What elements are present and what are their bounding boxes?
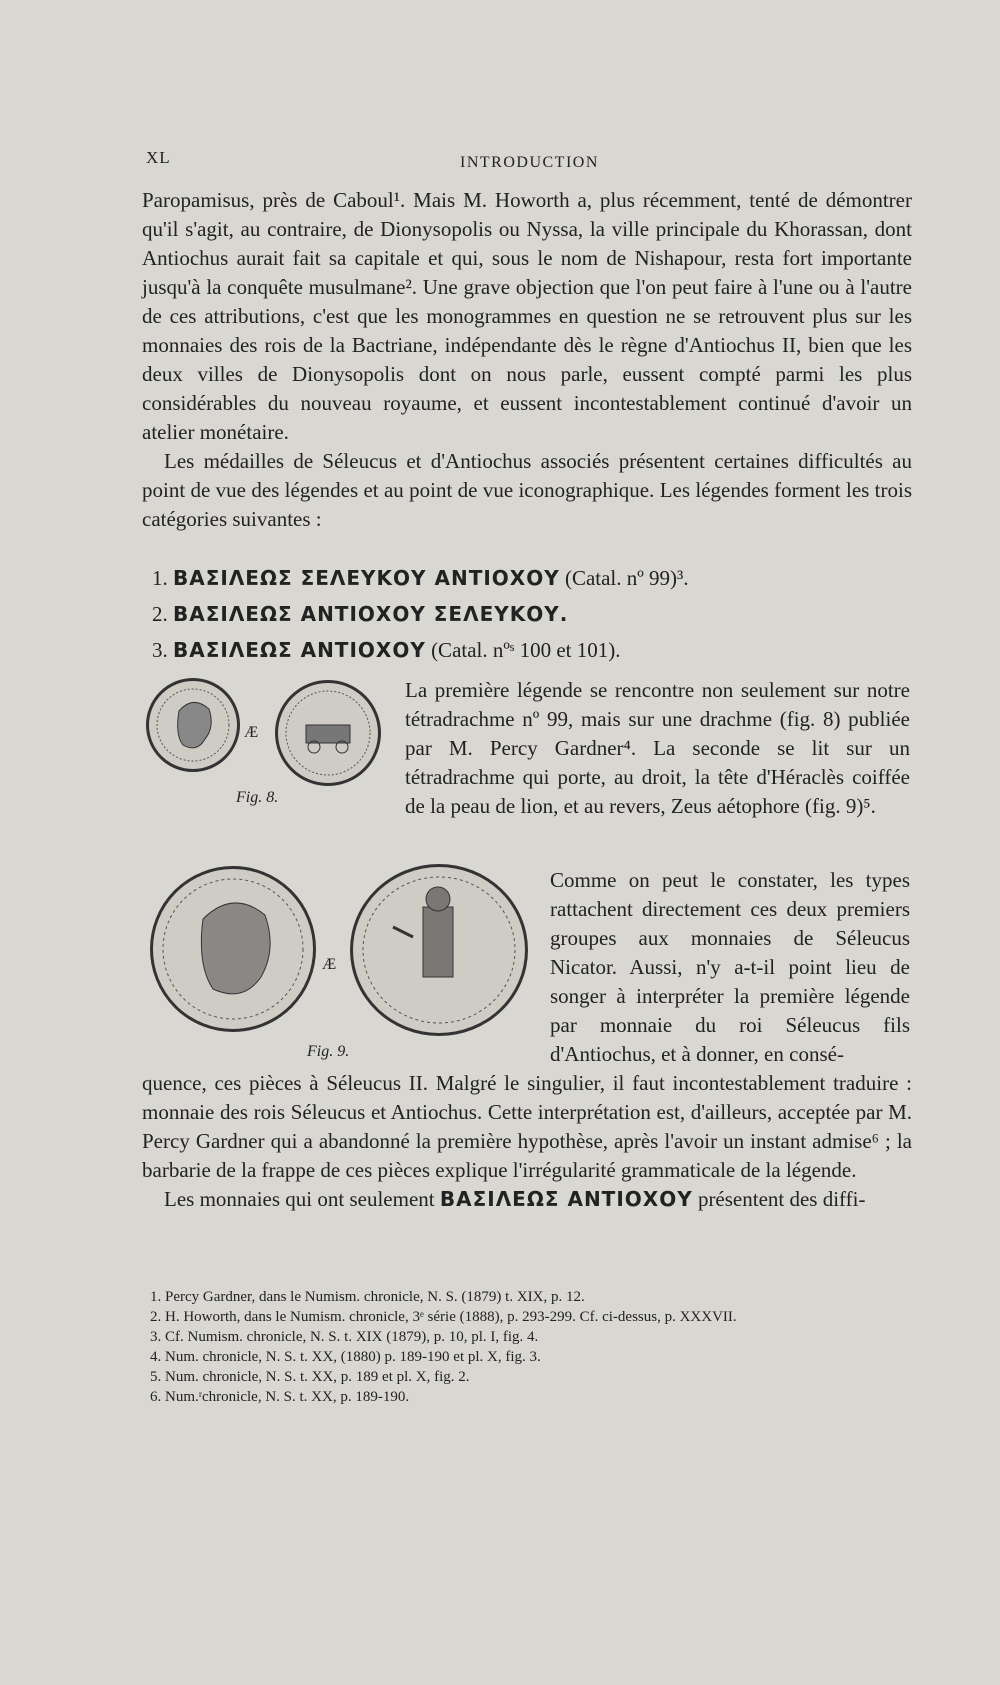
fig8-reverse-coin: [275, 680, 381, 786]
footnote: 2. H. Howorth, dans le Numism. chronicle, 3ᵉ série (1888), p. 293-299. Cf. ci-dessus, p. XXXVII.: [150, 1309, 737, 1325]
legend-item-2: [152, 596, 689, 632]
paragraph-6-greek: ΒΑΣΙΛΕΩΣ ΑΝΤΙΟΧΟΥ: [439, 1187, 693, 1211]
legend-number: 2.: [152, 602, 168, 626]
fig8-caption: Fig. 8.: [236, 789, 279, 806]
legend-ref: (Catal. nº 99)³.: [564, 566, 689, 590]
body-text-bottom: [142, 1069, 912, 1214]
paragraph-6-end: présentent des diffi-: [697, 1187, 866, 1211]
running-title: INTRODUCTION: [460, 154, 599, 171]
footnote: 4. Num. chronicle, N. S. t. XX, (1880) p. 189-190 et pl. X, fig. 3.: [150, 1349, 541, 1365]
footnotes: [150, 1287, 910, 1407]
paragraph-5: quence, ces pièces à Séleucus II. Malgré le singulier, il faut incontestablement traduire : monnaie des rois Séleucus et Antiochus. Cette interprétation est, d'ailleurs, acceptée par M. Percy Gardner qui a abandonné la première hypothèse, après l'avoir un instant admise⁶ ; la barbarie de la frappe de ces pièces explique l'irrégularité grammaticale de la légende.: [142, 1071, 912, 1182]
zeus-seated-icon: [353, 867, 525, 1033]
footnote: 1. Percy Gardner, dans le Numism. chronicle, N. S. (1879) t. XIX, p. 12.: [150, 1289, 585, 1305]
legend-number: 1.: [152, 566, 168, 590]
legend-list: [152, 560, 689, 668]
body-text-top: [142, 186, 912, 534]
page-number: XL: [146, 148, 171, 167]
paragraph-4: Comme on peut le constater, les types rattachent directement ces deux premiers groupes aux monnaies de Séleucus Nicator. Aussi, n'y a-t-il point lieu de songer à interpréter la première légende par monnaie du roi Séleucus fils d'Antiochus, et à donner, en consé-: [550, 868, 910, 1066]
legend-item-1: [152, 560, 689, 596]
paragraph-6: [142, 1185, 912, 1214]
fig8-obverse-coin: [146, 678, 240, 772]
legend-ref: (Catal. nºˢ 100 et 101).: [431, 638, 621, 662]
head-icon: [149, 681, 237, 769]
paragraph-6-start: Les monnaies qui ont seulement: [164, 1187, 435, 1211]
paragraph-3: La première légende se rencontre non seulement sur notre tétradrachme nº 99, mais sur une drachme (fig. 8) publiée par M. Percy Gardner⁴. La seconde se lit sur un tétradrachme qui porte, au droit, la tête d'Héraclès coiffée de la peau de lion, et au revers, Zeus aétophore (fig. 9)⁵.: [405, 678, 910, 818]
footnote: 6. Num.ʳchronicle, N. S. t. XX, p. 189-190.: [150, 1389, 410, 1405]
legend-greek: ΒΑΣΙΛΕΩΣ ΣΕΛΕΥΚΟΥ ΑΝΤΙΟΧΟΥ: [173, 566, 560, 590]
paragraph-2: Les médailles de Séleucus et d'Antiochus associés présentent certaines difficultés au point de vue des légendes et au point de vue iconographique. Les légendes forment les trois catégories suivantes :: [142, 449, 912, 531]
legend-number: 3.: [152, 638, 168, 662]
fig9-reverse-coin: [350, 864, 528, 1036]
paragraph-1: Paropamisus, près de Caboul¹. Mais M. Howorth a, plus récemment, tenté de démontrer qu'il s'agit, au contraire, de Dionysopolis ou Nyssa, la ville principale du Khorassan, dont Antiochus aurait fait sa capitale et qui, sous le nom de Nishapour, resta fort importante jusqu'à la conquête musulmane². Une grave objection que l'on peut faire à l'une ou à l'autre de ces attributions, c'est que les monogrammes en question ne se retrouvent plus sur les monnaies des rois de la Bactriane, indépendante dès le règne d'Antiochus II, bien que les deux villes de Dionysopolis dont on nous parle, eussent compté parmi les plus considérables du nouveau royaume, et eussent incontestablement continué d'avoir un atelier monétaire.: [142, 188, 912, 444]
footnote: 3. Cf. Numism. chronicle, N. S. t. XIX (1879), p. 10, pl. I, fig. 4.: [150, 1329, 539, 1345]
heracles-head-icon: [153, 869, 313, 1029]
fig9-caption: Fig. 9.: [307, 1043, 350, 1060]
fig9-mark: Æ: [322, 956, 337, 973]
legend-item-3: [152, 632, 689, 668]
fig9-obverse-coin: [150, 866, 316, 1032]
legend-greek: ΒΑΣΙΛΕΩΣ ΑΝΤΙΟΧΟΥ: [173, 638, 426, 662]
footnote: 5. Num. chronicle, N. S. t. XX, p. 189 et pl. X, fig. 2.: [150, 1369, 470, 1385]
fig8-mark: Æ: [244, 724, 259, 741]
legend-greek: ΒΑΣΙΛΕΩΣ ΑΝΤΙΟΧΟΥ ΣΕΛΕΥΚΟΥ.: [173, 602, 569, 626]
chariot-icon: [278, 683, 378, 783]
